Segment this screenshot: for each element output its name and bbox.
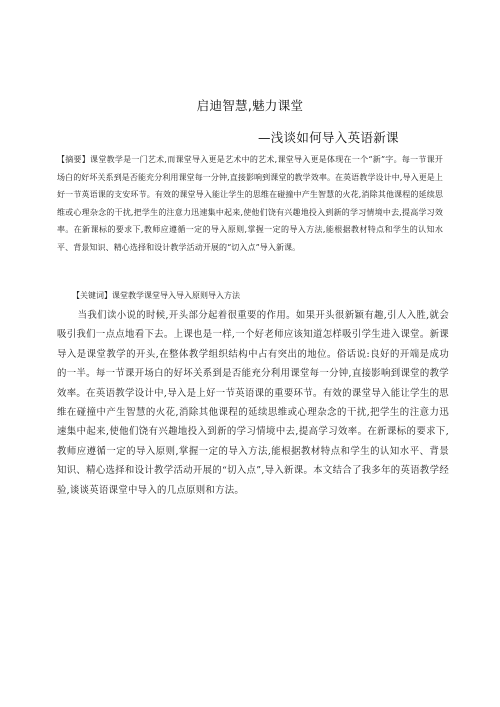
document-subtitle: —浅谈如何导入英语新课: [258, 130, 399, 145]
body-paragraph: 当我们读小说的时候,开头部分起着很重要的作用。如果开头很新颖有趣,引人入胜,就会吸引我们一点点地看下去。上课也是一样,一个好老师应该知道怎样吸引学生进入课堂。新课导入是课堂教学的开头,在整体教学组织结构中占有突出的地位。俗话说:良好的开端是成功的一半。每一节课开场白的好坏关系到是否能充分利用课堂每一分钟,直接影响到课堂的教学效率。在英语教学设计中,导入是上好一节英语课的重要环节。有效的课堂导入能让学生的思维在碰撞中产生智慧的火花,消除其他课程的延续思维或心理杂念的干扰,把学生的注意力迅速集中起来,使他们饶有兴趣地投入到新的学习情境中去,提高学习效率。在新课标的要求下,教师应遵循一定的导入原则,掌握一定的导入方法,能根据教材特点和学生的认知水平、背景知识、精心选择和设计教学活动开展的“切入点”,导入新课。本文结合了我多年的英语教学经验,谈谈英语课堂中导入的几点原则和方法。: [57, 310, 449, 496]
abstract-paragraph: 【摘要】课堂教学是一门艺术,而课堂导入更是艺术中的艺术,课堂导入更是体现在一个“新”字。每一节课开场白的好坏关系到是否能充分利用课堂每一分钟,直接影响到课堂的教学效率。在英语教学设计中,导入更是上好一节英语课的支安环节。有效的课堂导入能让学生的思维在碰撞中产生智慧的火花,消除其他课程的延续思维或心理杂念的干扰,把学生的注意力迅速集中起来,使他们饶有兴趣地投入到新的学习情境中去,提高学习效率。在新课标的要求下,教师应遵循一定的导入原则,掌握一定的导入方法,能根据教材特点和学生的认知水平、背景知识、精心选择和设计教学活动开展的“切入点”导入新课。: [57, 155, 443, 252]
document-title: 启迪智慧,魅力课堂: [196, 98, 304, 113]
keywords-line: 【关键词】课堂教学课堂导入导入原则导入方法: [72, 291, 240, 300]
